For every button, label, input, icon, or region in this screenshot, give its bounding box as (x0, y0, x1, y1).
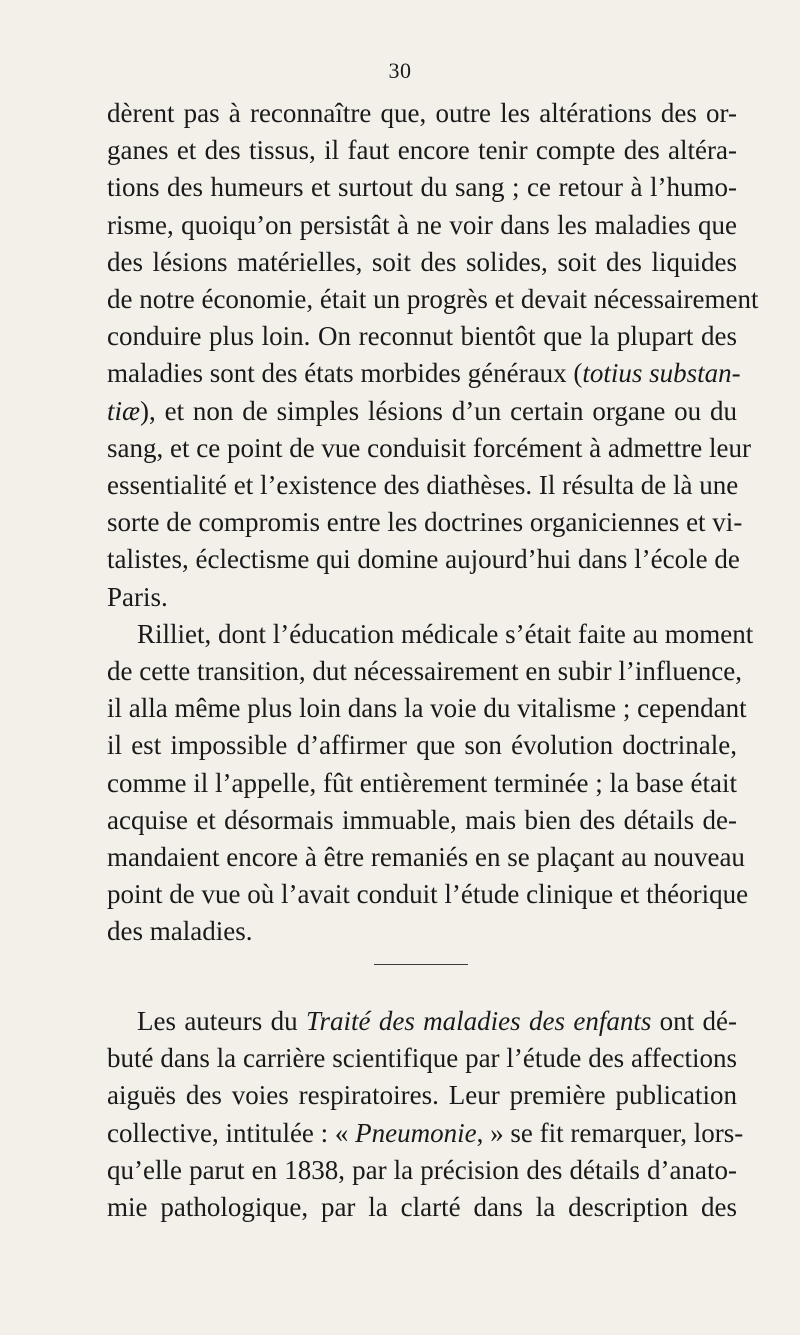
text-line: conduire plus loin. On reconnut bientôt que la plupart des (107, 321, 737, 352)
text-line: il alla même plus loin dans la voie du vitalisme ; cependant (107, 693, 747, 724)
text-fragment: Les auteurs du (137, 1006, 306, 1036)
text-line: Paris. (107, 581, 168, 612)
main-text-upper (107, 95, 759, 951)
text-fragment: collective, intitulée : « (107, 1117, 356, 1148)
page-number: 30 (388, 58, 412, 83)
text-line: dèrent pas à reconnaître que, outre les altérations des or- (107, 98, 737, 128)
text-line: comme il l’appelle, fût entièrement terminée ; la base était (107, 767, 737, 798)
main-text-lower (107, 1003, 744, 1226)
text-line: mie pathologique, par la clarté dans la description des (107, 1192, 737, 1223)
text-line: il est impossible d’affirmer que son évolution doctrinale, (107, 730, 737, 761)
latin-phrase-end: tiæ (107, 395, 141, 426)
book-title: Traité des maladies des enfants (305, 1006, 652, 1036)
text-line (107, 393, 737, 430)
text-line: Rilliet, dont l’éducation médicale s’était faite au moment (137, 618, 754, 649)
text-line: ganes et des tissus, il faut encore tenir compte des altéra- (107, 135, 737, 166)
text-line: mandaient encore à être remaniés en se plaçant au nouveau (107, 842, 745, 873)
text-fragment: ont dé- (651, 1006, 738, 1036)
text-line: talistes, éclectisme qui domine aujourd’hui dans l’école de (107, 544, 740, 575)
text-line: de cette transition, dut nécessairement en subir l’influence, (107, 656, 743, 687)
text-line: sang, et ce point de vue conduisit forcément à admettre leur (107, 432, 752, 463)
text-line: risme, quoiqu’on persistât à ne voir dans les maladies que (107, 209, 737, 240)
latin-phrase: totius substan- (582, 358, 741, 389)
text-fragment: , » se fit remarquer, lors- (476, 1117, 744, 1148)
text-line: de notre économie, était un progrès et devait nécessairement (107, 284, 759, 315)
text-fragment: maladies sont des états morbides généraux ( (107, 358, 583, 389)
text-line: tions des humeurs et surtout du sang ; ce retour à l’humo- (107, 172, 737, 203)
text-line: des maladies. (107, 916, 253, 947)
text-line (107, 1003, 737, 1040)
text-line: essentialité et l’existence des diathèses. Il résulta de là une (107, 470, 739, 501)
text-line: des lésions matérielles, soit des solides, soit des liquides (107, 246, 737, 277)
text-line: acquise et désormais immuable, mais bien des détails de- (107, 804, 737, 835)
text-line: aiguës des voies respiratoires. Leur première publication (107, 1080, 737, 1111)
publication-title: Pneumonie (355, 1117, 477, 1148)
text-line (107, 1115, 744, 1152)
section-separator (374, 964, 468, 965)
text-line: point de vue où l’avait conduit l’étude clinique et théorique (107, 879, 749, 910)
text-fragment: ), et non de simples lésions d’un certain organe ou du (140, 395, 737, 426)
text-line: sorte de compromis entre les doctrines organiciennes et vi- (107, 507, 743, 538)
text-line: buté dans la carrière scientifique par l’étude des affections (107, 1043, 737, 1074)
text-line (107, 355, 741, 392)
text-line: qu’elle parut en 1838, par la précision des détails d’anato- (107, 1154, 737, 1185)
